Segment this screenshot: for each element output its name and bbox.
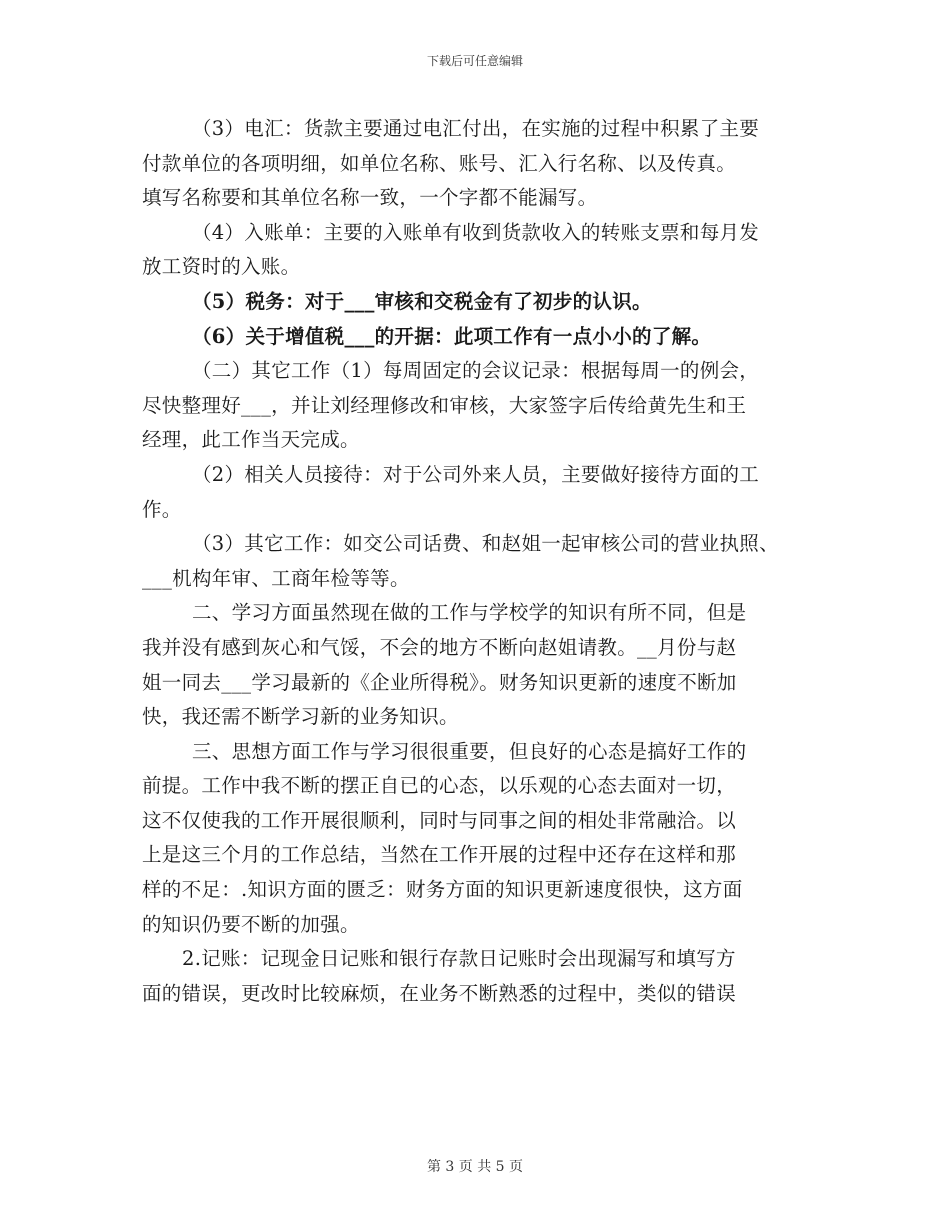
paragraph-line: 我并没有感到灰心和气馁，不会的地方不断向赵姐请教。__月份与赵	[142, 635, 737, 659]
paragraph-line: （3）电汇：货款主要通过电汇付出，在实施的过程中积累了主要	[192, 117, 760, 140]
paragraph-line: 作。	[142, 497, 182, 521]
paragraph-line-bold: （6）关于增值税___的开据：此项工作有一点小小的了解。	[192, 324, 712, 348]
paragraph-line-bold: （5）税务：对于___审核和交税金有了初步的认识。	[192, 289, 652, 313]
paragraph-line: 上是这三个月的工作总结，当然在工作开展的过程中还存在这样和那	[142, 843, 737, 867]
paragraph-line: 快，我还需不断学习新的业务知识。	[142, 705, 459, 729]
paragraph-line: 前提。工作中我不断的摆正自已的心态，以乐观的心态去面对一切，	[142, 774, 737, 798]
paragraph-line: （2）相关人员接待：对于公司外来人员，主要做好接待方面的工	[192, 462, 760, 486]
paragraph-line: 姐一同去___学习最新的《企业所得税》。财务知识更新的速度不断加	[142, 670, 737, 694]
paragraph-line: ___机构年审、工商年检等等。	[142, 566, 410, 590]
paragraph-line: 放工资时的入账。	[142, 255, 301, 279]
paragraph-line: 付款单位的各项明细，如单位名称、账号、汇入行名称、以及传真。	[142, 151, 737, 175]
paragraph-line: 填写名称要和其单位名称一致，一个字都不能漏写。	[142, 186, 598, 210]
document-body	[142, 112, 822, 1011]
paragraph-line: （二）其它工作（1）每周固定的会议记录：根据每周一的例会，	[192, 359, 760, 383]
paragraph-line: 尽快整理好___，并让刘经理修改和审核，大家签字后传给黄先生和王	[142, 393, 747, 417]
paragraph-line: 的知识仍要不断的加强。	[142, 912, 360, 936]
page-footer: 第 3 页 共 5 页	[426, 1159, 524, 1175]
paragraph-line: 三、思想方面工作与学习很很重要，但良好的心态是搞好工作的	[192, 739, 747, 763]
paragraph-line: （4）入账单：主要的入账单有收到货款收入的转账支票和每月发	[192, 220, 760, 244]
paragraph-line: 样的不足：.知识方面的匮乏：财务方面的知识更新速度很快，这方面	[142, 878, 743, 902]
page-header: 下载后可任意编辑	[426, 54, 523, 68]
paragraph-line: 经理，此工作当天完成。	[142, 428, 360, 452]
paragraph-line: 面的错误，更改时比较麻烦，在业务不断熟悉的过程中，类似的错误	[142, 981, 737, 1005]
paragraph-line: 这不仅使我的工作开展很顺利，同时与同事之间的相处非常融洽。以	[142, 808, 737, 832]
paragraph-line: 2.记账：记现金日记账和银行存款日记账时会出现漏写和填写方	[182, 947, 736, 971]
paragraph-line: 二、学习方面虽然现在做的工作与学校学的知识有所不同，但是	[192, 601, 747, 625]
paragraph-line: （3）其它工作：如交公司话费、和赵姐一起审核公司的营业执照、	[192, 532, 779, 556]
